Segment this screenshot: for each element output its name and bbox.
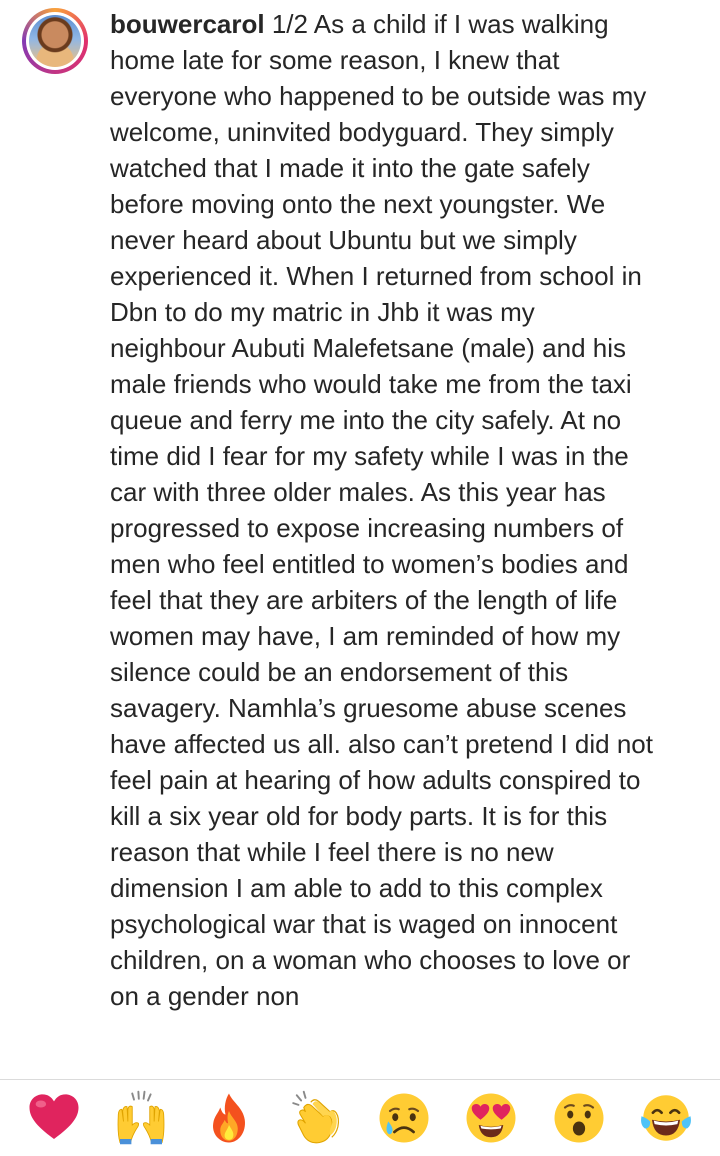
sad-face-icon[interactable] (375, 1089, 433, 1147)
profile-photo (29, 15, 81, 67)
fire-icon[interactable] (200, 1089, 258, 1147)
comment-username[interactable]: bouwercarol (110, 9, 265, 39)
clapping-hands-icon[interactable] (287, 1089, 345, 1147)
surprised-face-icon[interactable] (550, 1089, 608, 1147)
red-heart-icon[interactable] (25, 1089, 83, 1147)
comment-text: 1/2 As a child if I was walking home late for some reason, I knew that everyone who happened to be outside was my welcome, uninvited bodyguard. They simply watched that I made it into the gate safely before moving onto the next youngster. We never heard about Ubuntu but we simply experienced it. When I returned from school in Dbn to do my matric in Jhb it was my neighbour Aubuti Malefetsane (male) and his male friends who would take me from the taxi queue and ferry me into the city safely. At no time did I fear for my safety while I was in the car with three older males. As this year has progressed to expose increasing numbers of men who feel entitled to women’s bodies and feel that they are arbiters of the length of life women may have, I am reminded of how my silence could be an endorsement of this savagery. Namhla’s gruesome abuse scenes have affected us all. also can’t pretend I did not feel pain at hearing of how adults conspired to kill a six year old for body parts. It is for this reason that while I feel there is no new dimension I am able to add to this complex psychological war that is waged on innocent children, on a woman who chooses to love or on a gender non (110, 9, 653, 1011)
raising-hands-icon[interactable] (112, 1089, 170, 1147)
comment-body (110, 6, 655, 1014)
tears-of-joy-face-icon[interactable] (637, 1089, 695, 1147)
quick-reactions-bar (0, 1080, 720, 1156)
avatar-story-ring[interactable] (22, 8, 88, 74)
avatar[interactable] (26, 12, 84, 70)
heart-eyes-face-icon[interactable] (462, 1089, 520, 1147)
